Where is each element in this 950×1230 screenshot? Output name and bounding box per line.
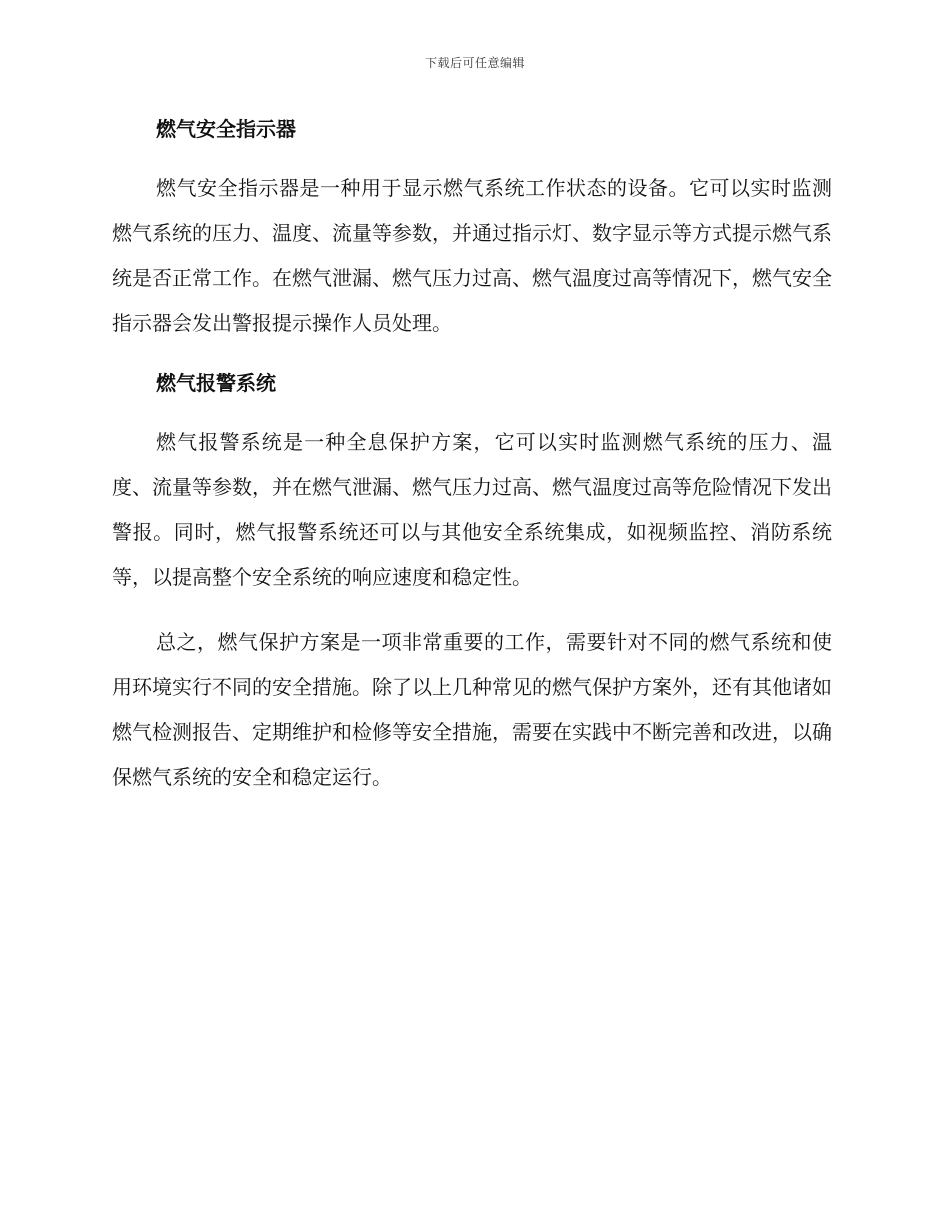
paragraph-safety-indicator: 燃气安全指示器是一种用于显示燃气系统工作状态的设备。它可以实时监测燃气系统的压力、温度、流量等参数，并通过指示灯、数字显示等方式提示燃气系统是否正常工作。在燃气泄漏、燃气压力过高、燃气温度过高等情况下，燃气安全指示器会发出警报提示操作人员处理。 xyxy=(112,176,832,335)
paragraph-alarm-system: 燃气报警系统是一种全息保护方案，它可以实时监测燃气系统的压力、温度、流量等参数，并在燃气泄漏、燃气压力过高、燃气温度过高等危险情况下发出警报。同时，燃气报警系统还可以与其他安全系统集成，如视频监控、消防系统等，以提高整个安全系统的响应速度和稳定性。 xyxy=(112,430,832,589)
section-heading-safety-indicator: 燃气安全指示器 xyxy=(156,117,296,141)
section-heading-alarm-system: 燃气报警系统 xyxy=(156,371,276,395)
document-body xyxy=(112,112,832,800)
spacer xyxy=(112,600,832,620)
page-header: 下载后可任意编辑 xyxy=(424,56,525,70)
spacer xyxy=(112,346,832,366)
paragraph-conclusion: 总之，燃气保护方案是一项非常重要的工作，需要针对不同的燃气系统和使用环境实行不同的安全措施。除了以上几种常见的燃气保护方案外，还有其他诸如燃气检测报告、定期维护和检修等安全措施，需要在实践中不断完善和改进，以确保燃气系统的安全和稳定运行。 xyxy=(112,630,832,789)
spacer xyxy=(112,400,832,420)
spacer xyxy=(112,146,832,166)
